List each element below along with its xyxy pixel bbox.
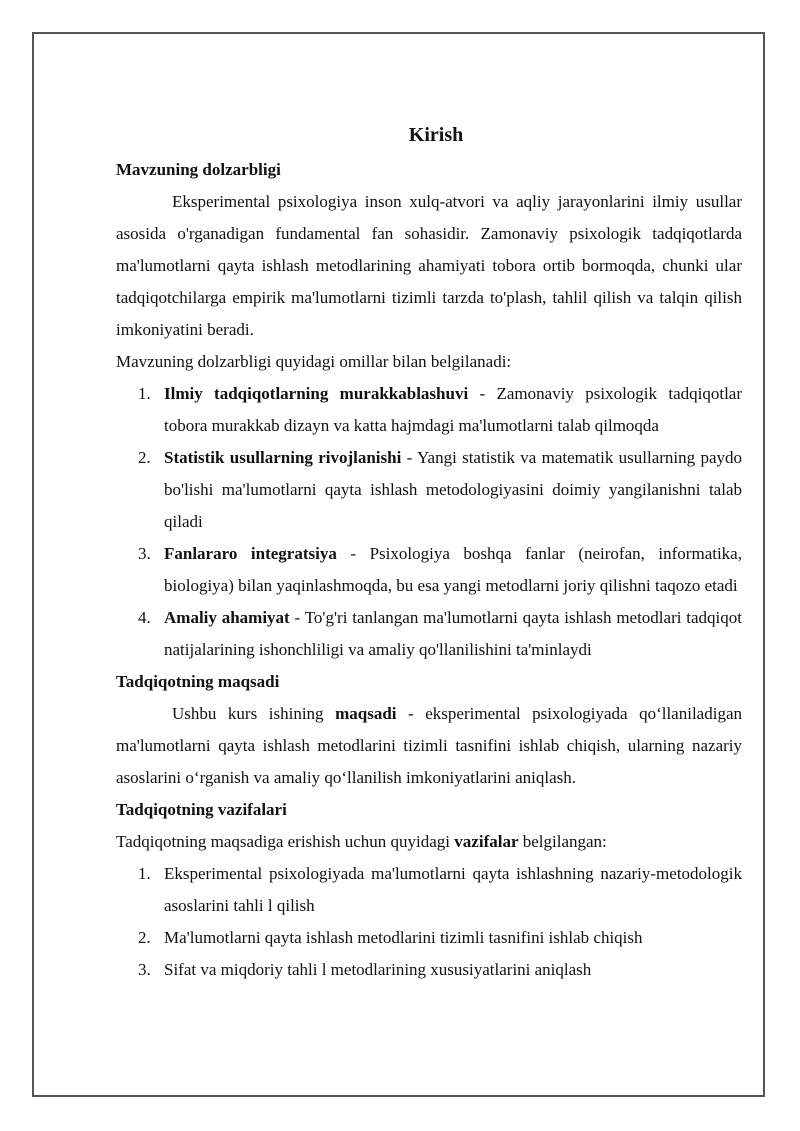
list-number: 4.	[138, 608, 151, 627]
list-item-text: Eksperimental psixologiyada ma'lumotlarni qayta ishlashning nazariy-metodologik asoslarini tahli l qilish	[164, 864, 742, 915]
list-item-text: - Yangi statistik va matematik usullarning paydo bo'lishi ma'lumotlarni qayta ishlash metodologiyasini doimiy yangilanishni talab qiladi	[164, 448, 742, 531]
list-item-term: Fanlararo integratsiya	[164, 544, 337, 563]
relevance-list	[116, 378, 742, 666]
list-item-term: Ilmiy tadqiqotlarning murakkablashuvi	[164, 384, 469, 403]
relevance-intro: Mavzuning dolzarbligi quyidagi omillar bilan belgilanadi:	[116, 352, 512, 371]
section-heading-goal: Tadqiqotning maqsadi	[116, 672, 280, 691]
page-title: Kirish	[408, 124, 464, 146]
paragraph-goal	[116, 698, 742, 794]
tasks-intro	[116, 826, 742, 858]
list-item	[116, 602, 742, 666]
paragraph-relevance: Eksperimental psixologiya inson xulq-atvori va aqliy jarayonlarini ilmiy usullar asosida o'rganadigan fundamental fan sohasidir. Zamonaviy psixologik tadqiqotlarda ma'lumotlarni qayta ishlash metodlarining ahamiyati tobora ortib bormoqda, chunki ular tadqiqotchilarga empirik ma'lumotlarni tizimli tarzda to'plash, tahlil qilish va talqin qilish imkoniyatini beradi.	[116, 192, 742, 339]
list-number: 2.	[138, 448, 151, 467]
list-item	[116, 442, 742, 538]
list-item	[116, 378, 742, 442]
list-item-text: Ma'lumotlarni qayta ishlash metodlarini tizimli tasnifini ishlab chiqish	[164, 928, 643, 947]
list-item-text: - Psixologiya boshqa fanlar (neirofan, informatika, biologiya) bilan yaqinlashmoqda, bu esa yangi metodlarni joriy qilishni taqozo etadi	[164, 544, 742, 595]
list-number: 1.	[138, 384, 151, 403]
goal-keyword: maqsadi	[335, 704, 397, 723]
list-item	[116, 954, 742, 986]
list-item-term: Amaliy ahamiyat	[164, 608, 290, 627]
list-item	[116, 922, 742, 954]
list-number: 3.	[138, 544, 151, 563]
section-heading-relevance: Mavzuning dolzarbligi	[116, 160, 281, 179]
goal-text-start: Ushbu kurs ishining	[172, 704, 336, 723]
tasks-list	[116, 858, 742, 986]
section-heading-tasks: Tadqiqotning vazifalari	[116, 800, 287, 819]
list-number: 3.	[138, 960, 151, 979]
list-item	[116, 538, 742, 602]
tasks-intro-end: belgilangan:	[518, 832, 607, 851]
tasks-keyword: vazifalar	[454, 832, 519, 851]
list-number: 2.	[138, 928, 151, 947]
tasks-intro-start: Tadqiqotning maqsadiga erishish uchun quyidagi	[116, 832, 455, 851]
list-item	[116, 858, 742, 922]
list-item-text: - To'g'ri tanlangan ma'lumotlarni qayta ishlash metodlari tadqiqot natijalarining ishonchliligi va amaliy qo'llanilishini ta'minlaydi	[164, 608, 742, 659]
list-number: 1.	[138, 864, 151, 883]
document-body	[116, 116, 742, 986]
goal-text-end: - eksperimental psixologiyada qo‘llaniladigan ma'lumotlarni qayta ishlash metodlarini tizimli tasnifini ishlab chiqish, ularning nazariy asoslarini o‘rganish va amaliy qo‘llanilish imkoniyatlarini aniqlash.	[116, 704, 742, 787]
list-item-text: - Zamonaviy psixologik tadqiqotlar tobora murakkab dizayn va katta hajmdagi ma'lumotlarni talab qilmoqda	[164, 384, 743, 435]
list-item-term: Statistik usullarning rivojlanishi	[164, 448, 402, 467]
list-item-text: Sifat va miqdoriy tahli l metodlarining xususiyatlarini aniqlash	[164, 960, 592, 979]
